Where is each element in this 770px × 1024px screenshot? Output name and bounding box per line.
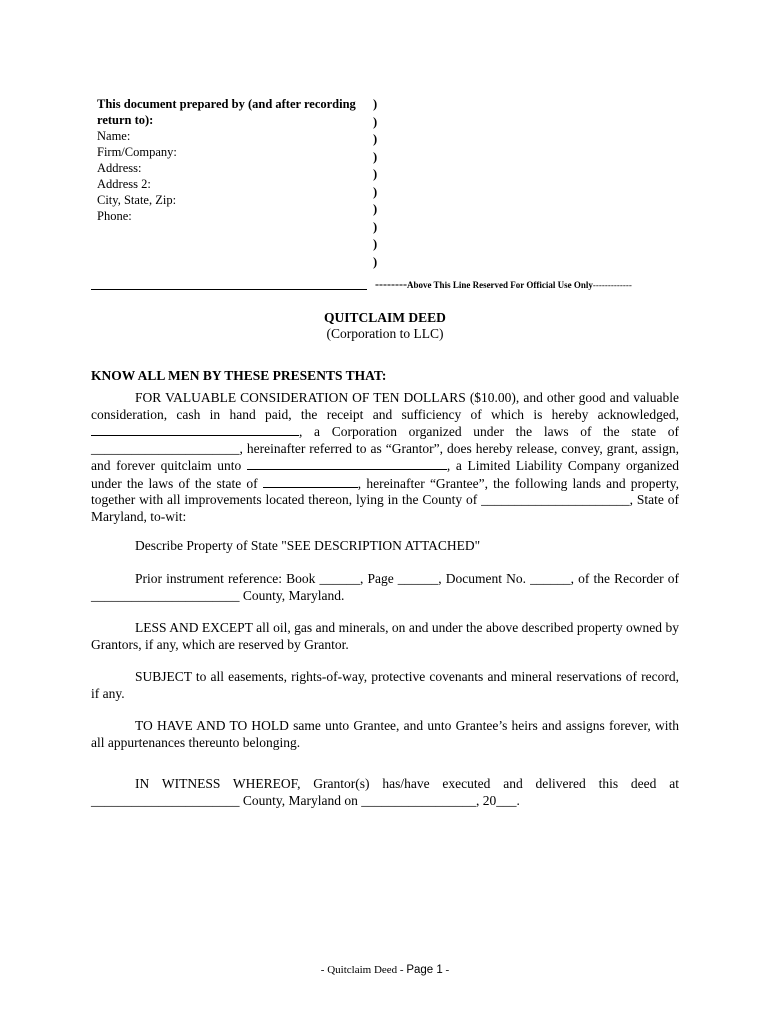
paren: ) <box>373 167 378 181</box>
page-number: Page 1 <box>406 964 443 976</box>
address-label: Address: <box>97 161 142 175</box>
footer-label: - Quitclaim Deed - <box>320 964 407 976</box>
paren: ) <box>373 97 378 111</box>
consideration-text-3: ______________________, hereinafter referred to as “Grantor”, does hereby release, convey, grant, assign, and forever quitclaim unto <box>91 440 679 473</box>
grantee-state-blank[interactable] <box>263 475 358 488</box>
paren: ) <box>373 184 378 199</box>
city-state-zip-label: City, State, Zip: <box>97 193 177 207</box>
document-subtitle: (Corporation to LLC) <box>326 326 444 341</box>
grantor-name-blank[interactable] <box>91 423 299 436</box>
describe-property-line: Describe Property of State "SEE DESCRIPTION ATTACHED" <box>135 538 481 553</box>
footer-tail: - <box>442 964 450 976</box>
bracket-column <box>373 96 377 271</box>
official-trail-dashes: ------------- <box>592 280 632 290</box>
habendum-paragraph: TO HAVE AND TO HOLD same unto Grantee, and unto Grantee’s heirs and assigns forever, with all appurtenances thereunto belonging. <box>91 718 679 750</box>
paren: ) <box>373 149 378 164</box>
less-and-except-paragraph: LESS AND EXCEPT all oil, gas and minerals, on and under the above described property owned by Grantors, if any, which are reserved by Grantor. <box>91 620 679 652</box>
prior-instrument-paragraph: Prior instrument reference: Book ______, Page ______, Document No. ______, of the Recorder of ______________________ County, Maryland. <box>91 571 679 603</box>
official-use-line <box>375 277 632 292</box>
witness-paragraph: IN WITNESS WHEREOF, Grantor(s) has/have executed and delivered this deed at ______________________ County, Maryland on _________________, 20___. <box>91 776 679 808</box>
know-all-men-heading: KNOW ALL MEN BY THESE PRESENTS THAT: <box>91 368 387 383</box>
document-title: QUITCLAIM DEED <box>324 310 446 325</box>
paren: ) <box>373 202 378 216</box>
consideration-paragraph <box>91 390 679 525</box>
page-footer <box>0 964 770 976</box>
official-lead-dashes: -------- <box>375 277 407 291</box>
consideration-text-1: FOR VALUABLE CONSIDERATION OF TEN DOLLARS ($10.00), and other good and valuable consideration, cash in hand paid, the receipt and sufficiency of which is hereby acknowledged, <box>91 390 679 422</box>
paren: ) <box>373 114 378 129</box>
paren: ) <box>373 254 378 269</box>
name-label: Name: <box>97 129 131 143</box>
paren: ) <box>373 132 378 146</box>
firm-label: Firm/Company: <box>97 145 177 159</box>
prepared-by-block <box>97 96 369 224</box>
paren: ) <box>373 219 378 234</box>
subject-to-paragraph: SUBJECT to all easements, rights-of-way, protective covenants and mineral reservations of record, if any. <box>91 669 679 701</box>
address2-label: Address 2: <box>97 177 151 191</box>
prepared-by-heading: This document prepared by (and after recording return to): <box>97 97 356 127</box>
phone-label: Phone: <box>97 209 132 223</box>
consideration-text-2: , a Corporation organized under the laws of the state of <box>299 424 679 439</box>
consideration-text-4: , a Limited Liability Company organized under the laws of the state of <box>91 458 680 491</box>
paren: ) <box>373 237 378 251</box>
grantee-name-blank[interactable] <box>247 457 447 470</box>
recording-line <box>91 289 367 290</box>
official-use-text: Above This Line Reserved For Official Use Only <box>406 280 593 290</box>
consideration-text-5: , hereinafter “Grantee”, the following lands and property, together with all improvements located thereon, lying in the County of ______________________, State of Maryland, to-wit: <box>91 475 680 524</box>
